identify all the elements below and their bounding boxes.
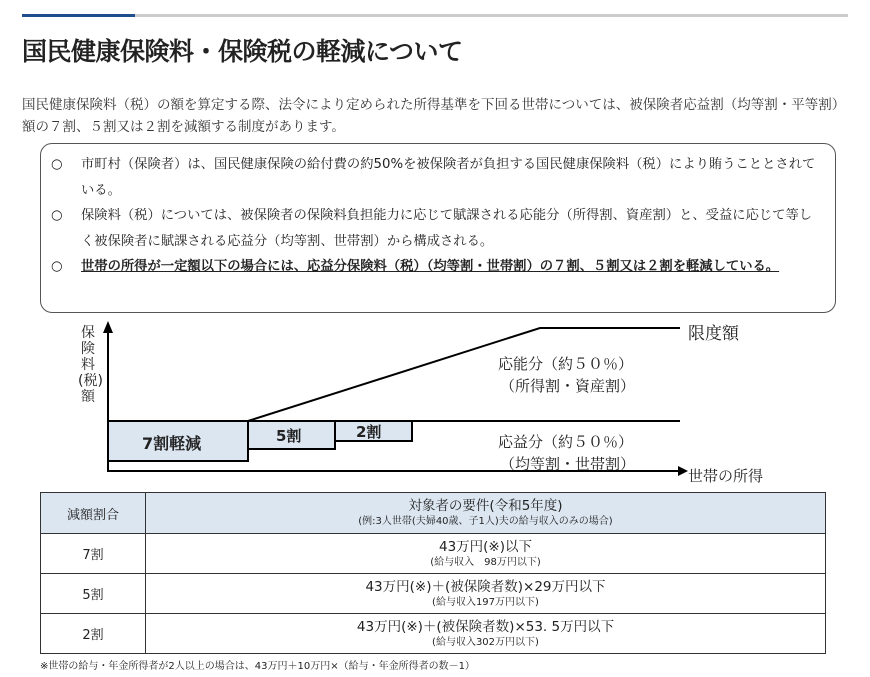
summary-box [40, 143, 836, 313]
income-note: (給与収入302万円以下) [432, 636, 539, 648]
reduction-table [40, 492, 826, 654]
rate-cell: 2割 [41, 614, 146, 654]
header-accent [22, 14, 135, 17]
bullet-icon: ○ [51, 259, 63, 274]
intro-text: 国民健康保険料（税）の額を算定する際、法令により定められた所得基準を下回る世帯については、被保険者応益割（均等割・平等割）額の７割、５割又は２割を減額する制度があります。 [22, 97, 846, 135]
y-axis-label: 保険料(税)額 [78, 325, 103, 405]
summary-item [51, 254, 825, 280]
summary-text: 市町村（保険者）は、国民健康保険の給付費の約50%を被保険者が負担する国民健康保険料（税）により賄うこととされている。 [81, 157, 816, 198]
page-title: 国民健康保険料・保険税の軽減について [22, 37, 463, 66]
income-note: (給与収入 98万円以下) [430, 556, 541, 568]
requirement: 43万円(※)以下 [438, 538, 533, 555]
x-arrow-icon [678, 466, 688, 476]
benefit-label: 応益分（約５０％） [498, 433, 634, 451]
requirement-cell [146, 574, 826, 614]
bar-5-label: 5割 [276, 427, 302, 445]
rate-cell: 7割 [41, 534, 146, 574]
table-row [41, 614, 826, 654]
bullet-icon: ○ [51, 157, 63, 172]
requirement: 43万円(※)＋(被保険者数)×53. 5万円以下 [356, 618, 615, 635]
diagram-lines [0, 315, 870, 490]
rate-cell: 5割 [41, 574, 146, 614]
ability-sub: （所得割・資産割） [500, 377, 636, 395]
bar-7-label: 7割軽減 [142, 434, 202, 453]
y-arrow-icon [103, 321, 113, 333]
bullet-icon: ○ [51, 208, 63, 223]
table-row [41, 574, 826, 614]
x-axis-label: 世帯の所得 [688, 467, 764, 485]
requirement-cell [146, 614, 826, 654]
bar-2-label: 2割 [356, 423, 382, 441]
summary-text: 保険料（税）については、被保険者の保険料負担能力に応じて賦課される応能分（所得割、資産割）と、受益に応じて等しく被保険者に賦課される応益分（均等割、世帯割）から構成される。 [81, 208, 813, 249]
header-divider [22, 14, 848, 17]
requirement: 43万円(※)＋(被保険者数)×29万円以下 [365, 578, 606, 595]
requirement-cell [146, 534, 826, 574]
income-note: (給与収入197万円以下) [432, 596, 539, 608]
header-requirements [146, 493, 826, 534]
summary-text: 世帯の所得が一定額以下の場合には、応益分保険料（税）（均等割・世帯割）の７割、５割又は２割を軽減している。 [81, 259, 780, 274]
table-header [41, 493, 826, 534]
summary-item [51, 203, 825, 254]
header-subtitle: (例:3人世帯(夫婦40歳、子1人)夫の給与収入のみの場合) [358, 516, 613, 527]
summary-item [51, 152, 825, 203]
footnote: ※世帯の給与・年金所得者が2人以上の場合は、43万円＋10万円×（給与・年金所得者の数－1） [40, 661, 475, 672]
reduction-diagram [0, 315, 870, 490]
table-row [41, 534, 826, 574]
benefit-sub: （均等割・世帯割） [500, 455, 636, 473]
header-title: 対象者の要件(令和5年度) [408, 498, 563, 514]
header-rate: 減額割合 [41, 493, 146, 534]
limit-label: 限度額 [688, 324, 739, 344]
ability-label: 応能分（約５０％） [498, 355, 634, 373]
